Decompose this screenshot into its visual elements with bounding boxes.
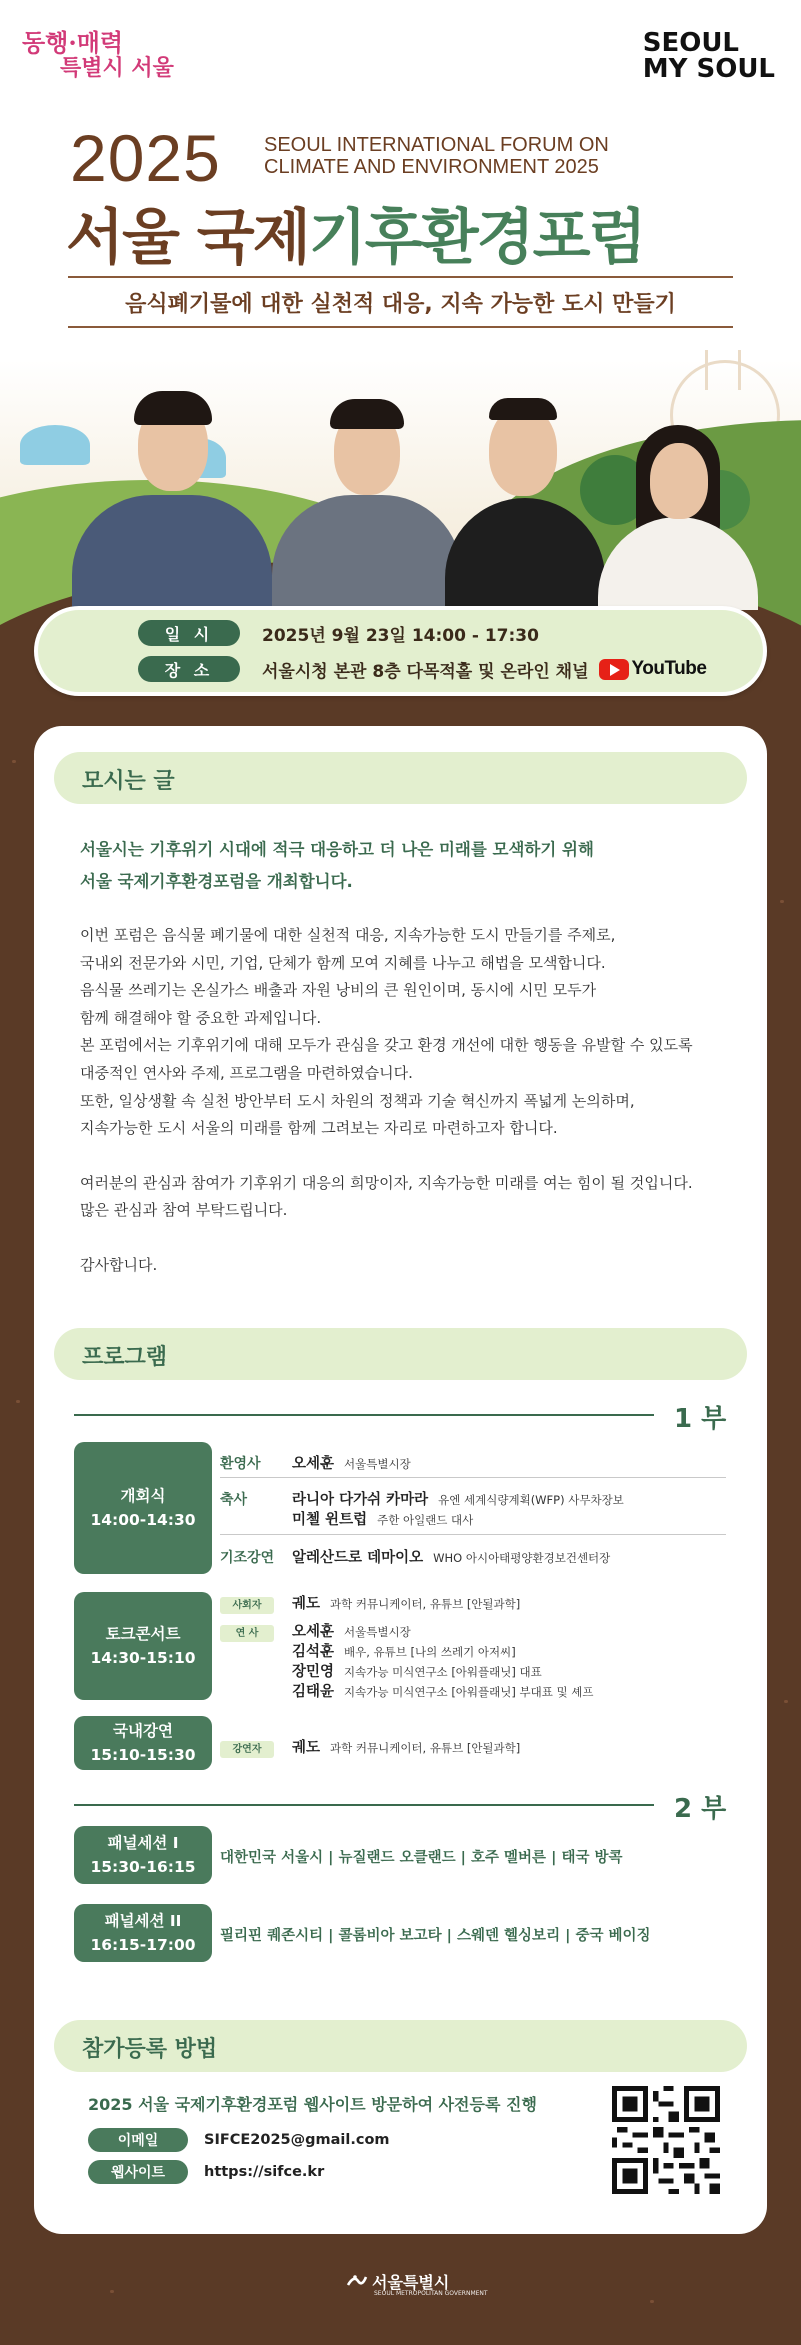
congrats-row-2: 미첼 윈트럽 주한 아일랜드 대사 — [292, 1512, 474, 1528]
part-1-label: 1 부 — [674, 1404, 727, 1434]
date-label: 일 시 — [138, 620, 240, 646]
website-link[interactable]: https://sifce.kr — [204, 2164, 325, 2180]
program-heading: 프로그램 — [82, 1345, 168, 1370]
talk-concert-block: 토크콘서트 14:30-15:10 — [74, 1592, 212, 1700]
panel-session-1-block: 패널세션 I 15:30-16:15 — [74, 1826, 212, 1884]
speaker-photo-1 — [72, 385, 272, 610]
moderator-row: 사회자 궤도 과학 커뮤니케이터, 유튜브 [안될과학] — [220, 1592, 520, 1614]
seoul-symbol-icon — [346, 2273, 368, 2291]
panel-row-1: 연 사 오세훈 서울특별시장 — [220, 1620, 411, 1642]
email-row — [88, 2128, 390, 2152]
youtube-play-icon — [599, 659, 629, 680]
row-divider — [220, 1477, 726, 1478]
panel-row-4: 김태윤 지속가능 미식연구소 [아워플래닛] 부대표 및 셰프 — [292, 1684, 594, 1700]
event-year: 2025 — [70, 121, 221, 195]
program-header — [54, 1328, 747, 1380]
soil-speck — [780, 900, 784, 903]
date-value: 2025년 9월 23일 14:00 - 17:30 — [262, 625, 539, 646]
panel-session-1-cities: 대한민국 서울시 | 뉴질랜드 오클랜드 | 호주 멜버른 | 태국 방콕 — [220, 1850, 623, 1866]
panel-session-2-block: 패널세션 II 16:15-17:00 — [74, 1904, 212, 1962]
closing-text: 감사합니다. — [80, 1255, 158, 1274]
email-link[interactable]: SIFCE2025@gmail.com — [204, 2132, 390, 2148]
row-divider — [220, 1534, 726, 1535]
soil-speck — [650, 2300, 654, 2303]
seoul-city-logo: 서울특별시 SEOUL METROPOLITAN GOVERNMENT — [346, 2270, 449, 2293]
soil-speck — [110, 2290, 114, 2293]
place-label: 장 소 — [138, 656, 240, 682]
soil-speck — [784, 1700, 788, 1703]
invitation-heading: 모시는 글 — [82, 769, 175, 794]
logo-line-1: SEOUL — [642, 28, 740, 58]
soil-speck — [16, 1400, 20, 1403]
congrats-row-1: 축사 라니아 다가쉬 카마라 유엔 세계식량계획(WFP) 사무차장보 — [220, 1492, 624, 1508]
email-label: 이메일 — [88, 2128, 188, 2152]
place-row — [138, 656, 706, 682]
invitation-header — [54, 752, 747, 804]
part-1-divider — [74, 1414, 654, 1416]
panel-session-2-cities: 필리핀 퀘존시티 | 콜롬비아 보고타 | 스웨덴 헬싱보리 | 중국 베이징 — [220, 1928, 651, 1944]
date-row — [138, 620, 539, 646]
soil-speck — [12, 760, 16, 763]
qr-code-icon[interactable] — [612, 2086, 720, 2194]
keynote-row: 기조강연 알레산드로 데마이오 WHO 아시아태평양환경보건센터장 — [220, 1550, 611, 1566]
website-row — [88, 2160, 324, 2184]
part-2-label: 2 부 — [674, 1794, 727, 1824]
content-card — [34, 726, 767, 2234]
registration-header — [54, 2020, 747, 2072]
speaker-photo-3 — [445, 392, 605, 610]
seoul-my-soul-logo — [643, 30, 775, 82]
event-info-pill — [34, 606, 767, 696]
welcome-row: 환영사 오세훈 서울특별시장 — [220, 1456, 411, 1472]
seoul-slogan-logo: 동행·매력 특별시 서울 — [22, 28, 174, 82]
panel-row-2: 김석훈 배우, 유튜브 [나의 쓰레기 아저씨] — [292, 1644, 516, 1660]
subtitle-bar — [68, 276, 733, 328]
opening-block: 개회식 14:00-14:30 — [74, 1442, 212, 1574]
panel-row-3: 장민영 지속가능 미식연구소 [아워플래닛] 대표 — [292, 1664, 542, 1680]
speaker-photo-2 — [272, 395, 462, 610]
website-label: 웹사이트 — [88, 2160, 188, 2184]
forum-english-title: SEOUL INTERNATIONAL FORUM ON CLIMATE AND ENVIRONMENT 2025 — [264, 134, 609, 178]
hero-banner — [0, 0, 801, 720]
forum-korean-title: 서울 국제기후환경포럼 — [66, 203, 645, 273]
place-value: 서울시청 본관 8층 다목적홀 및 온라인 채널 — [262, 661, 589, 682]
forum-subtitle: 음식폐기물에 대한 실천적 대응, 지속 가능한 도시 만들기 — [125, 291, 676, 317]
lecture-block: 국내강연 15:10-15:30 — [74, 1716, 212, 1770]
logo-line-2: MY SOUL — [642, 54, 775, 84]
invitation-lead: 서울시는 기후위기 시대에 적극 대응하고 더 나은 미래를 모색하기 위해 서울 국제기후환경포럼을 개최합니다. — [80, 840, 594, 891]
lecturer-row: 강연자 궤도 과학 커뮤니케이터, 유튜브 [안될과학] — [220, 1736, 520, 1758]
registration-heading: 참가등록 방법 — [82, 2037, 218, 2062]
part-2-divider — [74, 1804, 654, 1806]
registration-lead: 2025 서울 국제기후환경포럼 웹사이트 방문하여 사전등록 진행 — [88, 2095, 537, 2114]
youtube-logo[interactable]: YouTube — [599, 658, 707, 680]
invitation-body: 이번 포럼은 음식물 폐기물에 대한 실천적 대응, 지속가능한 도시 만들기를 주제로, 국내외 전문가와 시민, 기업, 단체가 함께 모여 지혜를 나누고 해법을 모색합니다. 음식물 쓰레기는 온실가스 배출과 자원 낭비의 큰 원인이며, 동시에 시민 모두가 함께 해결해야 할 중요한 과제입니다. 본 포럼에서는 기후위기에 대해 모두가 관심을 갖고 환경 개선에 대한 행동을 유발할 수 있도록 대중적인 연사와 주제, 프로그램을 마련하였습니다. 또한, 일상생활 속 실천 방안부터 도시 차원의 정책과 기술 혁신까지 폭넓게 논의하며, 지속가능한 도시 서울의 미래를 함께 그려보는 자리로 마련하고자 합니다. 여러분의 관심과 참여가 기후위기 대응의 희망이자, 지속가능한 미래를 여는 힘이 될 것입니다. 많은 관심과 참여 부탁드립니다. 감사합니다. — [80, 922, 760, 1280]
speaker-photo-4 — [594, 425, 764, 610]
